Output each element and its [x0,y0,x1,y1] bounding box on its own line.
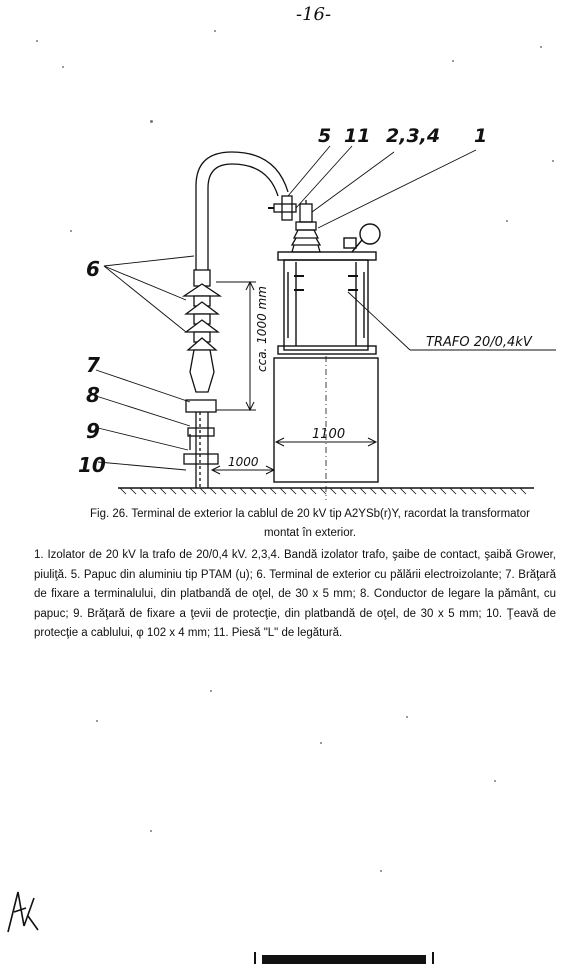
callout-11: 11 [344,125,371,147]
dim-width-trafo-label: 1100 [312,427,346,442]
callout-7: 7 [86,353,100,377]
terminal-lug [268,196,296,220]
handwritten-signature [4,886,40,938]
trafo-label: TRAFO 20/0,4kV [426,335,532,350]
caption-line-2: montat în exterior. [263,527,357,539]
callout-9: 9 [86,419,100,443]
protection-pipe [184,400,218,488]
callout-8: 8 [86,383,100,407]
page-number: -16- [296,4,332,25]
callout-2-3-4: 2,3,4 [386,125,441,147]
callout-5: 5 [318,125,332,147]
caption-line-1: Fig. 26. Terminal de exterior la cablul de 20 kV tip A2YSb(r)Y, racordat la transformator [90,508,530,520]
dimension-height [216,282,256,410]
dim-height-label: cca. 1000 mm [255,286,269,372]
callout-1: 1 [474,125,488,147]
footer-bar [254,952,434,964]
dim-width-ground-label: 1000 [228,455,259,469]
figure-caption [60,505,560,543]
legend-paragraph: 1. Izolator de 20 kV la trafo de 20/0,4 kV. 2,3,4. Bandă izolator trafo, şaibe de contact, şaibă Grower, piuliţă. 5. Papuc din aluminiu tip PTAM (u); 6. Terminal de exterior cu pălării electroizolante; 7. Brăţară de fixare a terminalului, din platbandă de oţel, de 30 x 5 mm; 8. Conductor de legare la pământ, cu papuc; 9. Brăţară de fixare a ţevii de protecţie, din platbandă de oţel, de 30 x 5 mm; 10. Ţeavă de protecţie a cablului, φ 102 x 4 mm; 11. Piesă "L" de legătură. [34,549,556,639]
callout-6: 6 [86,257,100,281]
callout-10: 10 [78,453,106,477]
outdoor-termination [184,270,220,392]
